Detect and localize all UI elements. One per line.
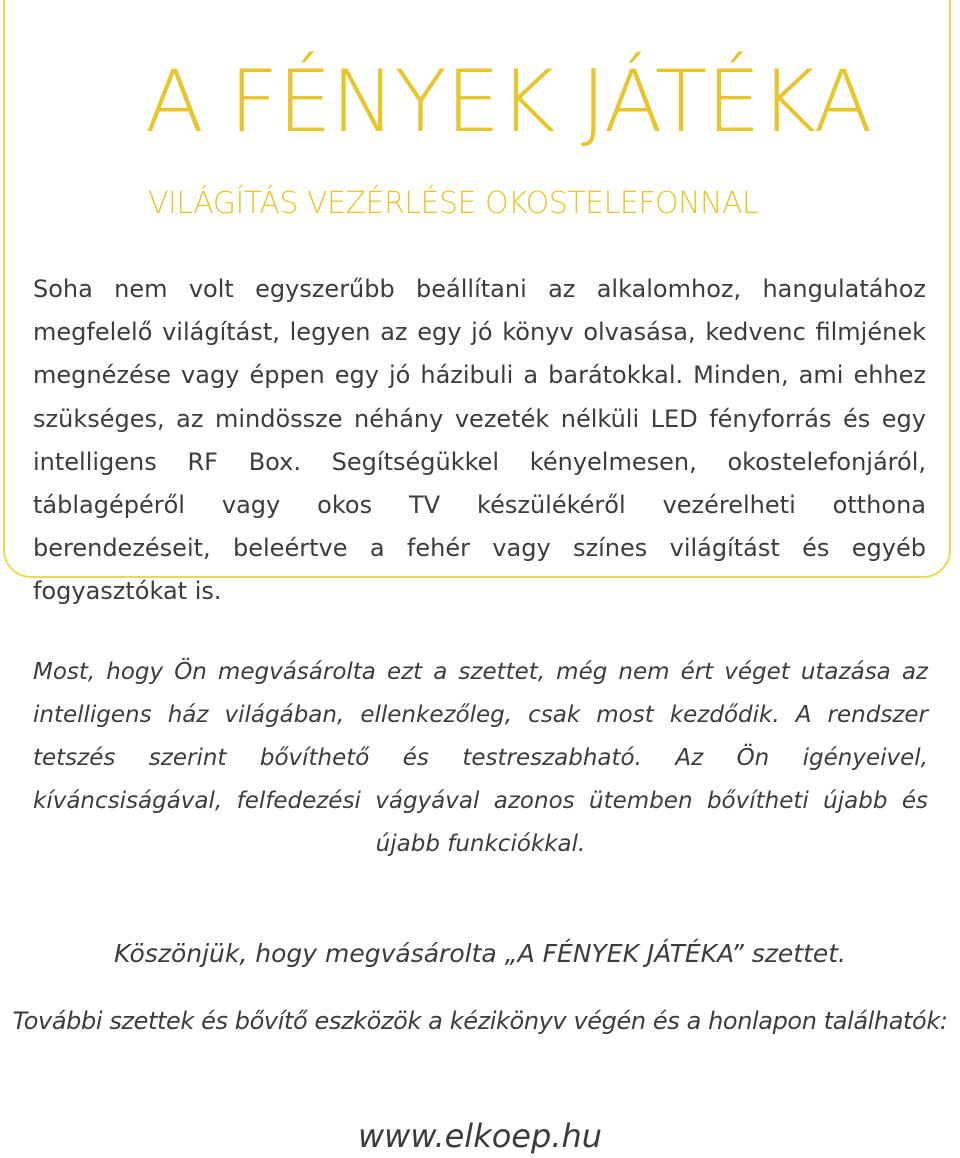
intro-paragraph: Soha nem volt egyszerűbb beállítani az alkalomhoz, hangulatához megfelelő világítást, legyen az egy jó könyv olvasása, kedvenc filmjének megnézése vagy éppen egy jó házibuli a barátokkal. Minden, ami ehhez szükséges, az mindössze néhány vezeték nélküli LED fényforrás és egy intelligens RF Box. Segítségükkel kényelmesen, okostelefonjáról, táblagépéről vagy okos TV készülékéről vezérelheti otthona berendezéseit, beleértve a fehér vagy színes világítást és egyéb fogyasztókat is. — [33, 275, 926, 606]
page-subtitle: VILÁGÍTÁS VEZÉRLÉSE OKOSTELEFONNAL — [148, 186, 759, 221]
page-title: A FÉNYEK JÁTÉKA — [145, 52, 872, 152]
website-link[interactable]: www.elkoep.hu — [357, 1117, 603, 1155]
more-sets-line: További szettek és bővítő eszközök a kézikönyv végén és a honlapon találhatók: — [12, 1007, 948, 1035]
thank-you-line: Köszönjük, hogy megvásárolta „A FÉNYEK JÁTÉKA” szettet. — [114, 939, 846, 968]
expansion-note: Most, hogy Ön megvásárolta ezt a szettet, még nem ért véget utazása az intelligens ház világában, ellenkezőleg, csak most kezdődik. A rendszer tetszés szerint bővíthető és testreszabható. Az Ön igényeivel, kíváncsiságával, felfedezési vágyával azonos ütemben bővítheti újabb és újabb funkciókkal. — [33, 659, 928, 857]
